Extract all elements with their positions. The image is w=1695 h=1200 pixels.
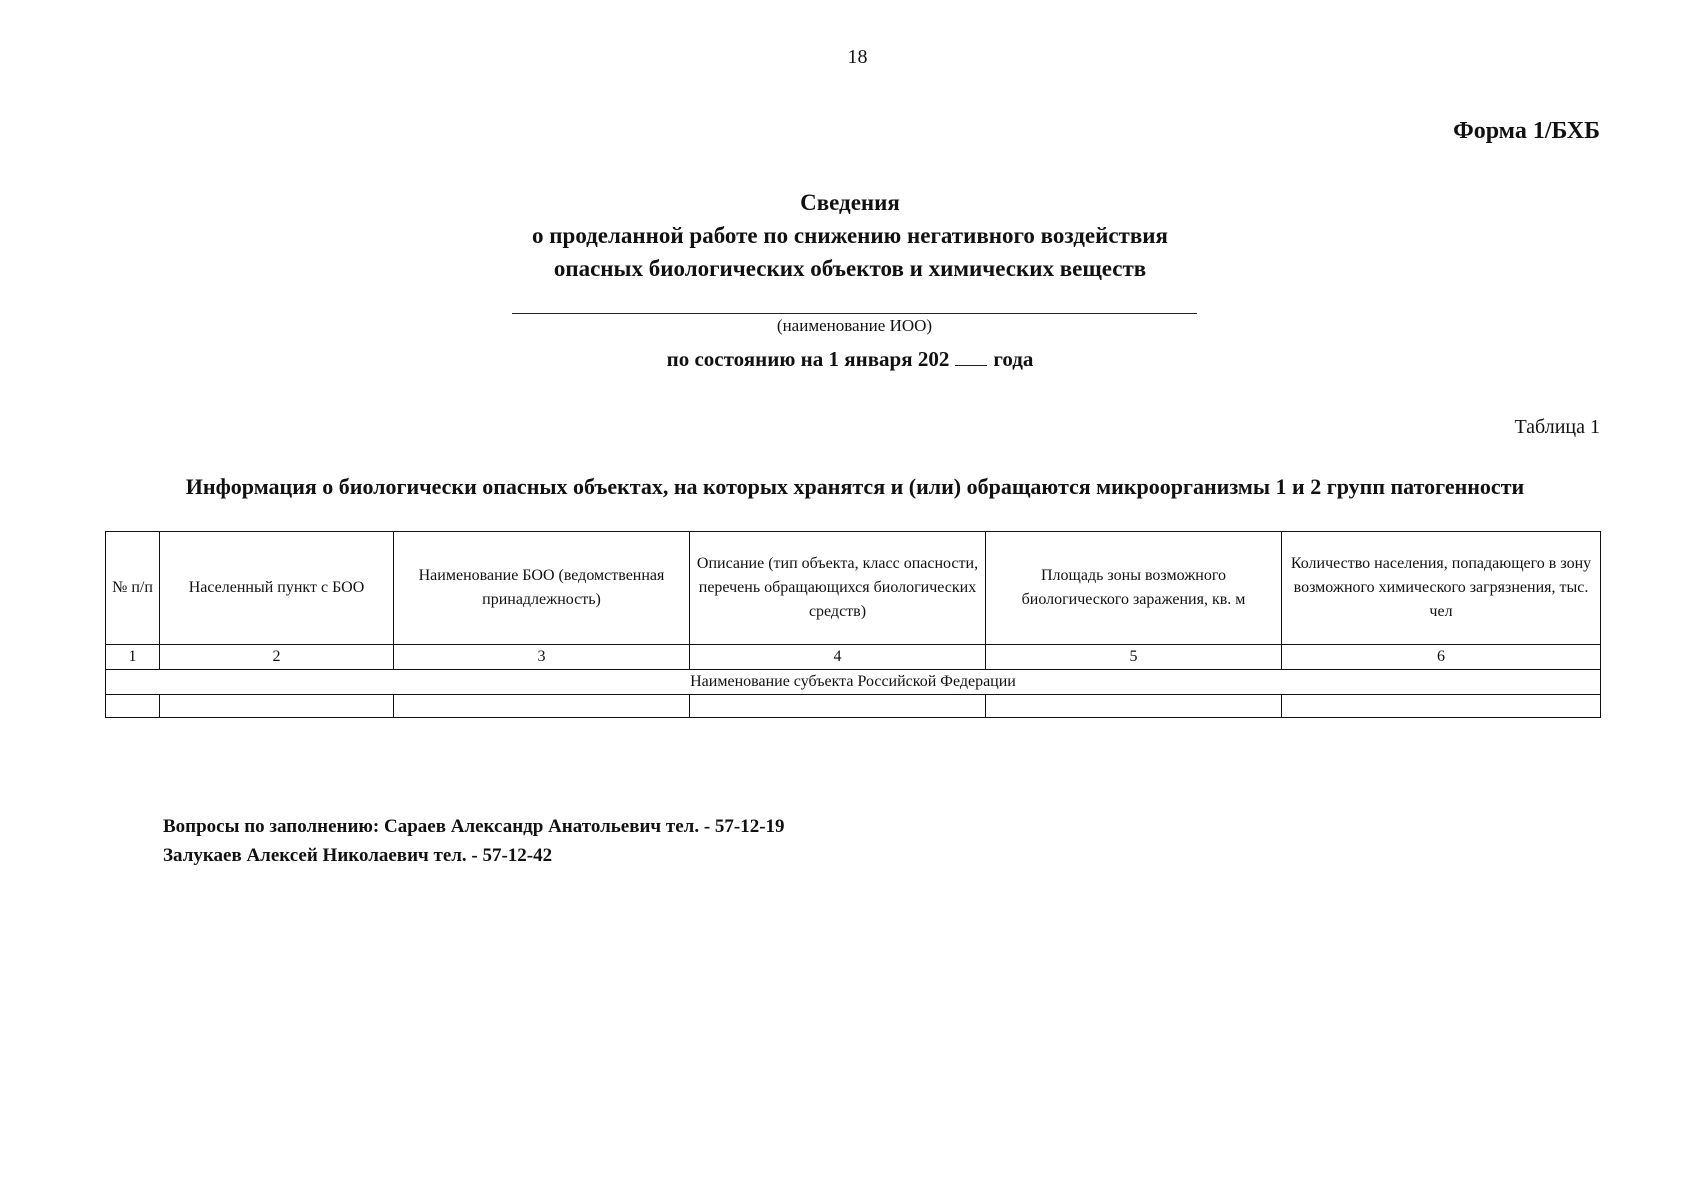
empty-cell — [160, 695, 394, 718]
heading-title: Сведения — [800, 190, 900, 215]
heading-subtitle-line-1: о проделанной работе по снижению негативного воздействия — [532, 223, 1168, 248]
header-description: Описание (тип объекта, класс опасности, перечень обращающихся биологических средств) — [690, 532, 986, 645]
objects-table — [105, 531, 1601, 718]
as-of-date — [470, 347, 1230, 372]
contact-line-2: Залукаев Алексей Николаевич тел. - 57-12-42 — [163, 845, 553, 866]
contact-line-1: Вопросы по заполнению: Сараев Александр Анатольевич тел. - 57-12-19 — [163, 816, 785, 837]
column-number: 5 — [986, 645, 1282, 670]
table-title: Информация о биологически опасных объектах, на которых хранятся и (или) обращаются микроорганизмы 1 и 2 групп патогенности — [185, 474, 1525, 499]
year-blank-field — [955, 347, 987, 366]
as-of-prefix: по состоянию на 1 января 202 — [666, 347, 950, 371]
header-settlement: Населенный пункт с БОО — [160, 532, 394, 645]
header-population: Количество населения, попадающего в зону возможного химического загрязнения, тыс. чел — [1282, 532, 1601, 645]
table-row — [106, 695, 1601, 718]
contacts-block — [163, 812, 785, 870]
organization-name-caption: (наименование ИОО) — [776, 316, 933, 335]
table-label: Таблица 1 — [1514, 416, 1600, 438]
document-heading — [470, 186, 1230, 285]
column-number: 4 — [690, 645, 986, 670]
region-name-cell: Наименование субъекта Российской Федерации — [106, 670, 1601, 695]
column-number: 6 — [1282, 645, 1601, 670]
empty-cell — [986, 695, 1282, 718]
empty-cell — [106, 695, 160, 718]
column-number: 2 — [160, 645, 394, 670]
column-number-row — [106, 645, 1601, 670]
organization-name-line — [512, 313, 1197, 314]
table-header-row — [106, 532, 1601, 645]
empty-cell — [1282, 695, 1601, 718]
column-number: 3 — [394, 645, 690, 670]
heading-subtitle-line-2: опасных биологических объектов и химических веществ — [553, 256, 1147, 281]
region-row — [106, 670, 1601, 695]
header-object-name: Наименование БОО (ведомственная принадлежность) — [394, 532, 690, 645]
empty-cell — [394, 695, 690, 718]
empty-cell — [690, 695, 986, 718]
header-contamination-area: Площадь зоны возможного биологического заражения, кв. м — [986, 532, 1282, 645]
as-of-suffix: года — [993, 347, 1034, 371]
header-row-number: № п/п — [106, 532, 160, 645]
column-number: 1 — [106, 645, 160, 670]
page-number: 18 — [847, 46, 868, 68]
form-label: Форма 1/БХБ — [1453, 118, 1600, 144]
